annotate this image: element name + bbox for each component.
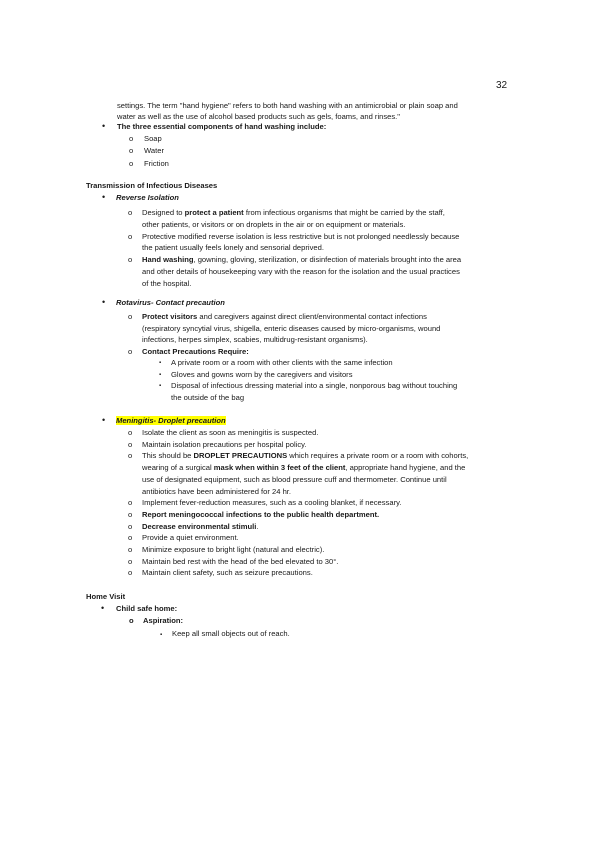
emphasis: Protect visitors xyxy=(142,312,198,321)
essential-section xyxy=(102,121,517,170)
o-marker: o xyxy=(128,521,133,531)
square-marker: ▪ xyxy=(159,371,162,378)
o-marker: o xyxy=(128,556,133,566)
transmission-heading: Transmission of Infectious Diseases xyxy=(86,181,218,190)
text: Gloves and gowns worn by the caregivers and visitors xyxy=(171,369,353,379)
text: the patient usually feels lonely and sensorial deprived. xyxy=(142,243,324,253)
bullet-marker: • xyxy=(102,121,106,131)
reverse-title: Reverse Isolation xyxy=(116,193,179,202)
emphasis: Decrease environmental stimuli xyxy=(142,521,257,531)
reverse-isolation-section xyxy=(102,192,516,204)
o-marker: o xyxy=(129,158,134,168)
child-safe-row xyxy=(101,603,516,615)
list-item xyxy=(128,521,522,533)
text: . xyxy=(256,521,259,531)
page-number: 32 xyxy=(496,80,508,91)
emphasis: Contact Precautions Require: xyxy=(142,346,249,356)
text: Provide a quiet environment. xyxy=(142,533,239,543)
o-marker: o xyxy=(129,133,134,143)
meningitis-title-row xyxy=(102,415,516,427)
o-marker: o xyxy=(128,346,133,356)
list-item xyxy=(128,509,522,521)
list-item xyxy=(128,207,522,231)
emphasis: mask when within 3 feet of the client xyxy=(213,463,346,473)
essential-heading: The three essential components of hand washing include: xyxy=(117,122,327,131)
o-marker: o xyxy=(129,146,134,156)
essential-heading-row xyxy=(102,121,517,133)
emphasis: protect a patient xyxy=(184,208,244,217)
list-item xyxy=(159,380,522,403)
o-marker: o xyxy=(128,231,133,241)
keep-row xyxy=(160,629,512,640)
bullet-marker: • xyxy=(102,297,106,307)
text: A private room or a room with other clients with the same infection xyxy=(171,358,393,367)
text: antibiotics have been administered for 24 hr. xyxy=(142,486,292,496)
essential-item: Friction xyxy=(144,158,169,168)
o-marker: o xyxy=(128,451,133,461)
essential-item: Soap xyxy=(144,133,162,143)
rotavirus-title: Rotavirus- Contact precaution xyxy=(116,298,225,307)
list-item xyxy=(129,145,517,158)
text: use of designated equipment, such as blood pressure cuff and thermometer. Continue until xyxy=(142,474,447,484)
text: other patients, or visitors or on droplets in the air or on equipment or materials. xyxy=(142,219,406,229)
text: Disposal of infectious dressing material into a single, nonporous bag without touching xyxy=(171,381,458,390)
intro-paragraph xyxy=(117,101,517,122)
aspiration-row xyxy=(129,616,523,627)
intro-line-2: water as well as the use of alcohol based products such as gels, foams, and rinses." xyxy=(117,111,400,121)
meningitis-list xyxy=(128,427,522,579)
o-marker: o xyxy=(128,208,133,217)
list-item xyxy=(128,450,522,497)
essential-list xyxy=(117,133,517,171)
text: of the hospital. xyxy=(142,278,192,288)
o-marker: o xyxy=(128,509,133,519)
list-item xyxy=(128,346,522,358)
text: the outside of the bag xyxy=(171,392,245,402)
emphasis: Report meningococcal infections to the public health department. xyxy=(142,509,380,519)
o-marker: o xyxy=(128,533,133,543)
text: infections, herpes simplex, scabies, multidrug-resistant organisms). xyxy=(142,335,368,344)
essential-item: Water xyxy=(144,146,164,156)
emphasis: Hand washing xyxy=(142,255,194,265)
list-item xyxy=(129,616,523,627)
text: wearing of a surgical xyxy=(142,463,214,473)
bullet-marker: • xyxy=(101,603,105,613)
text: and other details of housekeeping vary with the reason for the isolation and the usual practices xyxy=(142,266,460,276)
list-item xyxy=(160,629,512,640)
bullet-marker: • xyxy=(102,415,106,425)
reverse-list xyxy=(128,207,522,290)
text: Implement fever-reduction measures, such as a cooling blanket, if necessary. xyxy=(142,498,402,508)
child-safe-heading: Child safe home: xyxy=(116,604,178,613)
emphasis: DROPLET PRECAUTIONS xyxy=(193,451,288,461)
aspiration-heading: Aspiration: xyxy=(143,616,184,625)
intro-line-1: settings. The term "hand hygiene" refers to both hand washing with an antimicrobial or plain soap and xyxy=(117,101,458,110)
o-marker: o xyxy=(128,428,133,437)
text: Minimize exposure to bright light (natural and electric). xyxy=(142,545,325,555)
list-item xyxy=(159,369,522,381)
list-item xyxy=(128,254,522,289)
list-item xyxy=(128,439,522,451)
o-marker: o xyxy=(129,616,134,625)
list-item xyxy=(159,357,522,369)
list-item xyxy=(128,311,522,346)
home-visit-heading: Home Visit xyxy=(86,592,126,601)
list-item xyxy=(128,544,522,556)
text: Isolate the client as soon as meningitis is suspected. xyxy=(142,428,319,437)
meningitis-title: Meningitis- Droplet precaution xyxy=(116,416,226,425)
text: Maintain client safety, such as seizure precautions. xyxy=(142,568,313,578)
text: Keep all small objects out of reach. xyxy=(172,629,290,638)
list-item xyxy=(128,532,522,544)
list-item xyxy=(101,603,516,615)
meningitis-section xyxy=(102,415,516,427)
rotavirus-section xyxy=(102,297,516,309)
text: (respiratory syncytial virus, shigella, enteric diseases caused by micro-organisms, wound xyxy=(142,323,441,333)
text: This should be xyxy=(142,451,194,461)
list-item xyxy=(129,133,517,146)
o-marker: o xyxy=(128,568,133,578)
list-item xyxy=(128,567,522,579)
contact-sublist xyxy=(142,357,522,403)
text: Designed to xyxy=(142,208,185,217)
square-marker: ▪ xyxy=(160,632,163,638)
reverse-title-row xyxy=(102,192,516,204)
rotavirus-list xyxy=(128,311,522,403)
list-item xyxy=(128,427,522,439)
bullet-marker: • xyxy=(102,192,106,202)
text: Maintain bed rest with the head of the bed elevated to 30°. xyxy=(142,556,339,566)
o-marker: o xyxy=(128,545,133,555)
text: which requires a private room or a room with cohorts, xyxy=(287,451,469,461)
list-item xyxy=(128,556,522,568)
text: and caregivers against direct client/environmental contact infections xyxy=(197,312,427,321)
text: Maintain isolation precautions per hospital policy. xyxy=(142,439,307,449)
o-marker: o xyxy=(128,255,133,265)
o-marker: o xyxy=(128,439,133,449)
o-marker: o xyxy=(128,312,133,321)
list-item xyxy=(128,231,522,255)
square-marker: ▪ xyxy=(159,383,162,389)
text: , gowning, gloving, sterilization, or disinfection of materials brought into the area xyxy=(193,255,462,265)
square-marker: ▪ xyxy=(159,360,162,366)
text: , appropriate hand hygiene, and the xyxy=(345,463,466,473)
o-marker: o xyxy=(128,498,133,508)
text: from infectious organisms that might be carried by the staff, xyxy=(243,208,445,217)
text: Protective modified reverse isolation is less restrictive but is not prolonged needlessly because xyxy=(142,231,460,241)
rotavirus-title-row xyxy=(102,297,516,309)
list-item xyxy=(128,497,522,509)
list-item xyxy=(129,158,517,171)
